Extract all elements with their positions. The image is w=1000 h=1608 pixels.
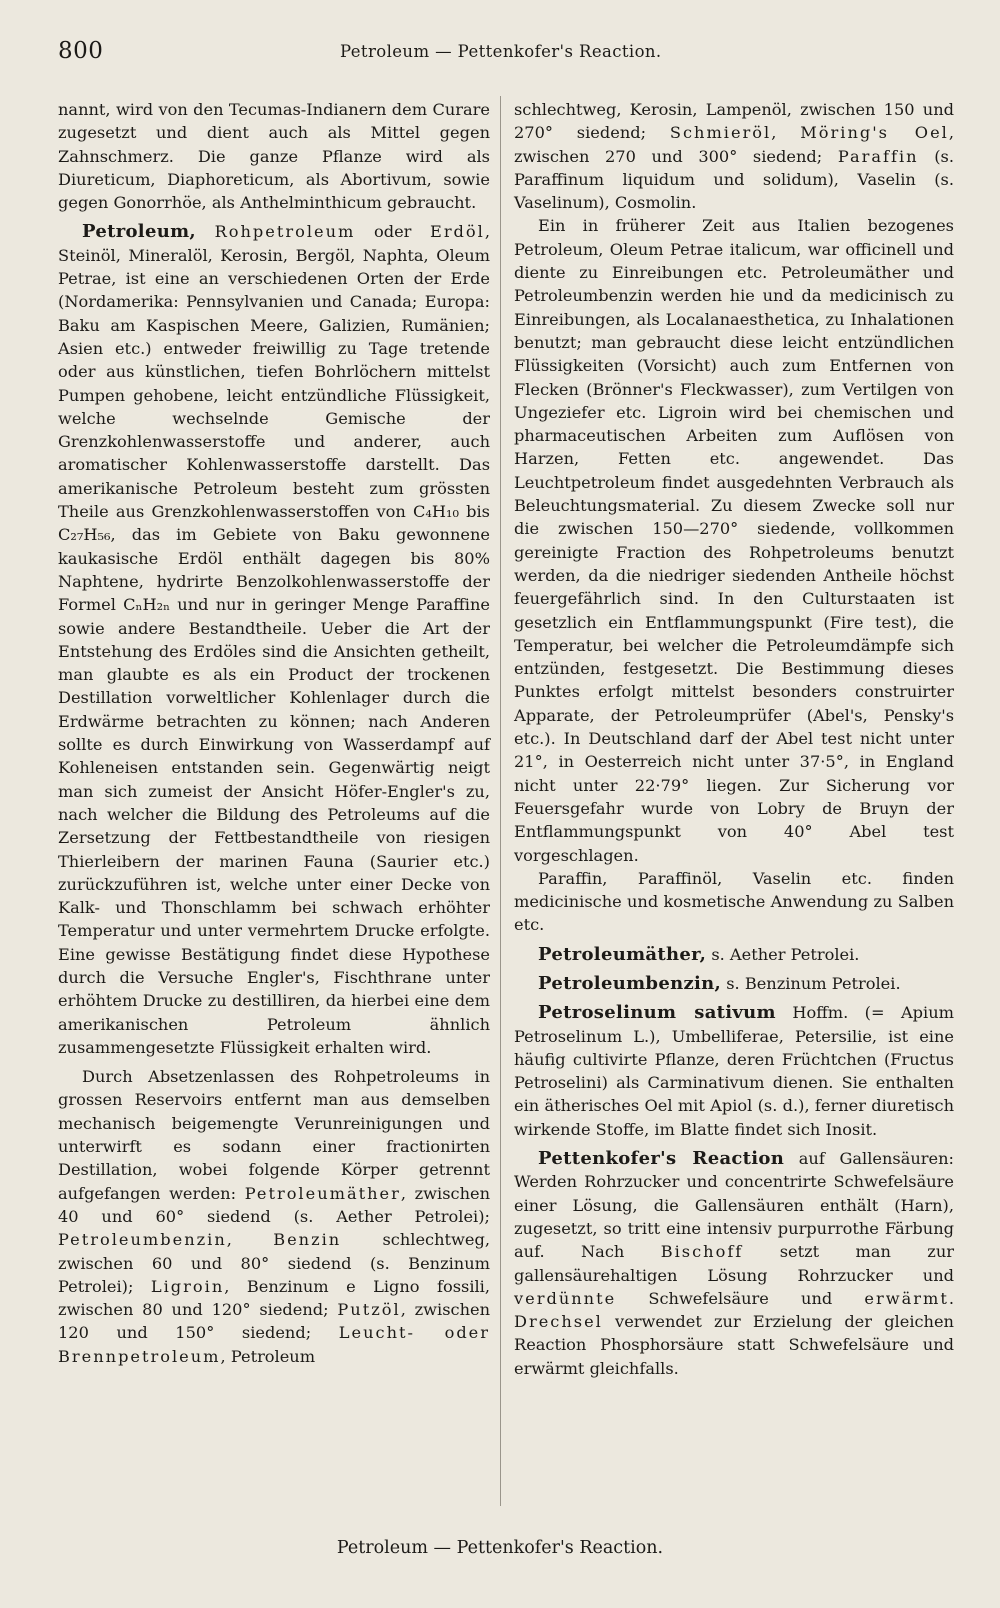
left-column — [58, 98, 490, 1368]
spaced-term: Leucht- oder Brennpetroleum — [58, 1323, 490, 1366]
spaced-term: Bischoff — [660, 1242, 744, 1262]
running-title: Petroleum — Pettenkofer's Reaction. — [340, 42, 662, 61]
page-footer: Petroleum — Pettenkofer's Reaction. — [336, 1538, 664, 1558]
paragraph-paraffin: Paraffin, Paraffinöl, Vaselin etc. finden medicinische und kosmetische Anwendung zu Salben etc. — [514, 868, 954, 935]
headword-petroleumaether: Petroleumäther, — [538, 943, 707, 965]
spaced-term: Paraffin — [837, 146, 919, 166]
page-number: 800 — [58, 38, 104, 64]
paragraph-uses: Ein in früherer Zeit aus Italien bezogenes Petroleum, Oleum Petrae italicum, war officinell und diente zu Einreibungen etc. Petroleumäther und Petroleumbenzin werden hie und da medicinisch zu Einreibungen, als Localanaesthetica, zu Inhalationen benutzt; man gebraucht diese leicht entzündlichen Flüssigkeiten (Vorsicht) auch zum Entfernen von Flecken (Brönner's Fleckwasser), zum Vertilgen von Ungeziefer etc. Ligroin wird bei chemischen und pharmaceutischen Arbeiten zum Auflösen von Harzen, Fetten etc. angewendet. Das Leuchtpetroleum findet ausgedehnten Verbrauch als Beleuchtungsmaterial. Zu diesem Zwecke soll nur die zwischen 150—270° siedende, vollkommen gereinigte Fraction des Rohpetroleums benutzt werden, da die niedriger siedenden Antheile höchst feuergefährlich sind. In den Culturstaaten ist gesetzlich ein Entflammungspunkt (Fire test), die Temperatur, bei welcher die Petroleumdämpfe sich entzünden, festgesetzt. Die Bestimmung dieses Punktes erfolgt mittelst besonders construirter Apparate, der Petroleumprüfer (Abel's, Pensky's etc.). In Deutschland darf der Abel test nicht unter 21°, in Oesterreich nicht unter 37·5°, in England nicht unter 22·79° liegen. Zur Sicherung vor Feuersgefahr wurde von Lobry de Bruyn der Entflammungspunkt von 40° Abel test vorgeschlagen. — [514, 216, 954, 865]
headword-petroleum: Petroleum, — [82, 221, 196, 243]
entry-pettenkofer: Pettenkofer's Reaction auf Gallensäuren: Werden Rohrzucker und concentrirte Schwefelsäure einer Lösung, die Gallensäuren enthält (Harn), zugesetzt, so tritt eine intensiv purpurrothe Färbung auf. Nach Bischoff setzt man zur gallensäurehaltigen Lösung Rohrzucker und verdünnte Schwefelsäure und erwärmt. Drechsel verwendet zur Erzielung der gleichen Reaction Phosphorsäure statt Schwefelsäure und erwärmt gleichfalls. — [514, 1148, 954, 1378]
right-column — [514, 98, 954, 1380]
paragraph-fractions: schlechtweg, Kerosin, Lampenöl, zwischen 150 und 270° siedend; Schmieröl, Möring's Oel, zwischen 270 und 300° siedend; Paraffin (s. Paraffinum liquidum und solidum), Vaselin (s. Vaselinum), Cosmolin. — [514, 100, 954, 213]
spaced-term: Drechsel — [514, 1312, 603, 1332]
spaced-term: Ligroin — [150, 1276, 225, 1296]
column-divider — [500, 96, 501, 1506]
spaced-term: Erdöl — [430, 222, 485, 242]
entry-petroleum: Petroleum, Rohpetroleum oder Erdöl, Steinöl, Mineralöl, Kerosin, Bergöl, Naphta, Oleum Petrae, ist eine an verschiedenen Orten der Erde (Nordamerika: Pennsylvanien und Canada; Europa: Baku am Kaspischen Meere, Galizien, Rumänien; Asien etc.) entweder freiwillig zu Tage tretende oder aus künstlichen, tiefen Bohrlöchern mittelst Pumpen gehobene, leicht entzündliche Flüssigkeit, welche wechselnde Gemische der Grenzkohlenwasserstoffe und anderer, auch aromatischer Kohlenwasserstoffe darstellt. Das amerikanische Petroleum besteht zum grössten Theile aus Grenzkohlenwasserstoffen von C₄H₁₀ bis C₂₇H₅₆, das im Gebiete von Baku gewonnene kaukasische Erdöl enthält dagegen bis 80% Naphtene, hydrirte Benzolkohlenwasserstoffe der Formel CₙH₂ₙ und nur in geringer Menge Paraffine sowie andere Bestandtheile. Ueber die Art der Entstehung des Erdöles sind die Ansichten getheilt, man glaubte es als ein Product der trockenen Destillation vorweltlicher Kohlenlager durch die Erdwärme betrachten zu können; nach Anderen sollte es durch Einwirkung von Wasserdampf auf Kohleneisen entstanden sein. Gegenwärtig neigt man sich zumeist der Ansicht Höfer-Engler's zu, nach welcher die Bildung des Petroleums auf die Zersetzung der Fettbestandtheile von riesigen Thierleibern der marinen Fauna (Saurier etc.) zurückzuführen ist, welche unter einer Decke von Kalk- und Thonschlamm bei schwach erhöhter Temperatur und unter vermehrtem Drucke erfolgte. Eine gewisse Bestätigung findet diese Hypothese durch die Versuche Engler's, Fischthrane unter erhöhtem Drucke zu destilliren, da hierbei eine dem amerikanischen Petroleum ähnlich zusammengesetzte Flüssigkeit erhalten wird. — [58, 221, 490, 1057]
entry-petroleumbenzin: Petroleumbenzin, s. Benzinum Petrolei. — [538, 972, 901, 994]
spaced-term: Petroleumäther — [244, 1183, 401, 1203]
headword-petroleumbenzin: Petroleumbenzin, — [538, 972, 722, 994]
running-head — [0, 38, 1000, 78]
paragraph-continuation: nannt, wird von den Tecumas-Indianern dem Curare zugesetzt und dient auch als Mittel gegen Zahnschmerz. Die ganze Pflanze wird als Diureticum, Diaphoreticum, als Abortivum, sowie gegen Gonorrhöe, als Anthelminthicum gebraucht. — [58, 100, 490, 213]
spaced-term: verdünnte — [514, 1288, 617, 1308]
spaced-term: Möring's Oel — [800, 123, 949, 143]
headword-pettenkofer: Pettenkofer's Reaction — [538, 1148, 785, 1170]
paragraph-distillation: Durch Absetzenlassen des Rohpetroleums in grossen Reservoirs entfernt man aus demselben mechanisch beigemengte Verunreinigungen und unterwirft es sodann einer fractionirten Destillation, wobei folgende Körper getrennt aufgefangen werden: Petroleumäther, zwischen 40 und 60° siedend (s. Aether Petrolei); Petroleumbenzin, Benzin schlechtweg, zwischen 60 und 80° siedend (s. Benzinum Petrolei); Ligroin, Benzinum e Ligno fossili, zwischen 80 und 120° siedend; Putzöl, zwischen 120 und 150° siedend; Leucht- oder Brennpetroleum, Petroleum — [58, 1067, 491, 1366]
spaced-term: Benzin — [273, 1230, 342, 1250]
spaced-term: erwärmt — [864, 1288, 949, 1308]
headword-petroselinum: Petroselinum sativum — [538, 1002, 776, 1024]
spaced-term: Rohpetroleum — [214, 222, 356, 242]
spaced-term: Petroleumbenzin — [58, 1230, 227, 1250]
entry-petroselinum: Petroselinum sativum Hoffm. (= Apium Petroselinum L.), Umbelliferae, Petersilie, ist eine häufig cultivirte Pflanze, deren Früchtchen (Fructus Petroselini) als Carminativum dienen. Sie enthalten ein ätherisches Oel mit Apiol (s. d.), ferner diuretisch wirkende Stoffe, im Blatte findet sich Inosit. — [514, 1002, 954, 1139]
spaced-term: Schmieröl — [669, 123, 772, 143]
spaced-term: Putzöl — [337, 1300, 401, 1320]
entry-petroleumaether: Petroleumäther, s. Aether Petrolei. — [538, 943, 860, 965]
